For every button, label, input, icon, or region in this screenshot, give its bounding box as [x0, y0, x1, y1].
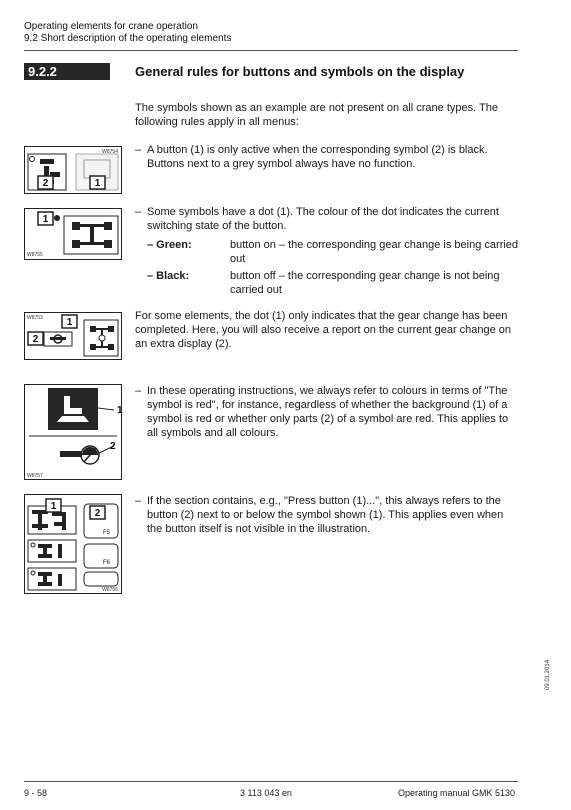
side-date-code: 09.01.2014	[545, 659, 551, 690]
section-title: General rules for buttons and symbols on the display	[135, 64, 465, 79]
fig5-label-1: 1	[50, 501, 57, 512]
footer-page-number: 9 - 58	[24, 788, 48, 798]
fig2-code: W8755	[27, 252, 43, 258]
dot-indicator	[54, 215, 60, 221]
fig1-label-1: 1	[94, 178, 101, 189]
bullet-symbol-dot: – Some symbols have a dot (1). The colour of the dot indicates the current switching state of the button.	[135, 206, 499, 232]
term-black-description: button off – the corresponding gear change is not being carried out	[230, 270, 500, 296]
intro-paragraph: The symbols shown as an example are not present on all crane types. The following rules apply in all menus:	[135, 102, 498, 128]
fig5-label-2: 2	[94, 508, 101, 519]
footer-rule	[24, 781, 518, 782]
fig5-code: W8756	[102, 587, 118, 593]
figure-active-button	[24, 146, 122, 194]
fig1-code: W8754	[102, 149, 118, 155]
footer-document-number: 3 113 043 en	[240, 788, 292, 798]
figure-symbol-colours	[24, 384, 122, 480]
header-rule	[24, 50, 518, 51]
fig3-code: W8753	[27, 315, 43, 321]
figure-extra-display	[24, 312, 122, 360]
fig5-key-f5: F5	[102, 530, 110, 536]
fig4-label-2: 2	[110, 441, 116, 452]
footer-manual-title: Operating manual GMK 5130	[398, 788, 516, 798]
header-subchapter: 9.2 Short description of the operating elements	[24, 33, 232, 44]
fig4-code: W8757	[27, 473, 43, 479]
term-green-description: button on – the corresponding gear change is being carried out	[230, 239, 519, 265]
bullet-button-reference: – If the section contains, e.g., "Press button (1)...", this always refers to the button (2) next to or below the symbol shown (1). This applies even when the button itself is not visible in the illustration.	[135, 495, 504, 535]
bullet-colour-terms: – In these operating instructions, we always refer to colours in terms of "The symbol is red", for instance, regardless of whether the background (1) of a symbol is red or whether only parts (2) of a symbol are red. This applies to all symbols and all colours.	[135, 385, 509, 439]
bullet-active-button: – A button (1) is only active when the corresponding symbol (2) is black. Buttons next to a grey symbol always have no function.	[135, 144, 488, 170]
term-green: – Green:	[147, 239, 192, 251]
fig3-label-2: 2	[32, 334, 39, 345]
fig1-label-2: 2	[42, 178, 49, 189]
fig4-label-1: 1	[117, 405, 123, 416]
fig5-key-f6: F6	[102, 560, 110, 566]
figure-symbol-dot	[24, 208, 122, 260]
paragraph-gear-report: For some elements, the dot (1) only indicates that the gear change has been completed. Here, you will also receive a report on the current gear change on an extra display (2).	[135, 310, 512, 350]
section-number: 9.2.2	[24, 63, 110, 80]
figure-button-reference	[24, 494, 122, 594]
fig3-label-1: 1	[66, 317, 73, 328]
term-black: – Black:	[147, 270, 190, 282]
fig2-label-1: 1	[42, 214, 49, 225]
header-chapter: Operating elements for crane operation	[24, 21, 198, 32]
